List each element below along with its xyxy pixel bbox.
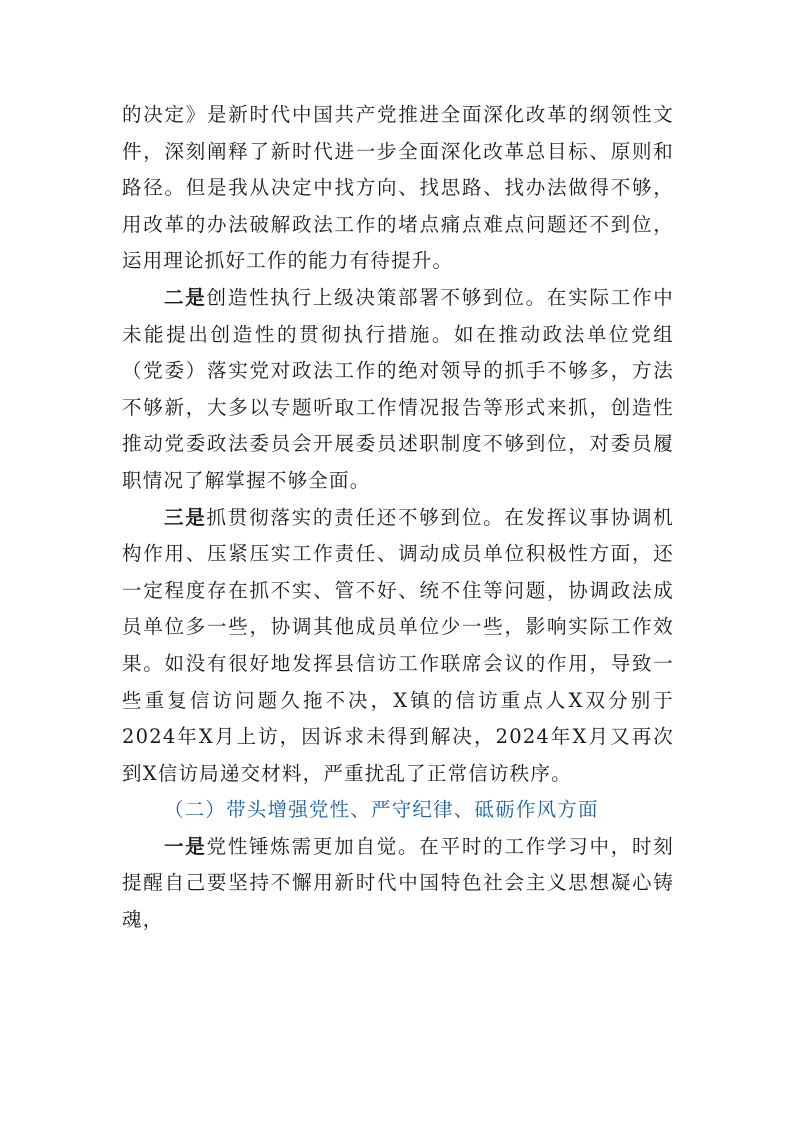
paragraph-4	[122, 829, 674, 939]
paragraph-3-lead: 三是	[164, 505, 207, 529]
paragraph-4-lead: 一是	[164, 834, 207, 858]
paragraph-4-text: 党性锤炼需更加自觉。在平时的工作学习中，时刻提醒自己要坚持不懈用新时代中国特色社会主义思想凝心铸魂，	[122, 834, 674, 932]
section-heading: （二）带头增强党性、严守纪律、砥砺作风方面	[164, 798, 599, 822]
paragraph-2	[122, 280, 674, 500]
paragraph-2-lead: 二是	[164, 285, 207, 309]
paragraph-1-text: 的决定》是新时代中国共产党推进全面深化改革的纲领性文件，深刻阐释了新时代进一步全面深化改革总目标、原则和路径。但是我从决定中找方向、找思路、找办法做得不够，用改革的办法破解政法工作的堵点痛点难点问题还不到位，运用理论抓好工作的能力有待提升。	[122, 103, 674, 273]
paragraph-3-text: 抓贯彻落实的责任还不够到位。在发挥议事协调机构作用、压紧压实工作责任、调动成员单位积极性方面，还一定程度存在抓不实、管不好、统不住等问题，协调政法成员单位多一些，协调其他成员单位少一些，影响实际工作效果。如没有很好地发挥县信访工作联席会议的作用，导致一些重复信访问题久拖不决，X镇的信访重点人X双分别于2024年X月上访，因诉求未得到解决，2024年X月又再次到X信访局递交材料，严重扰乱了正常信访秩序。	[122, 505, 674, 785]
paragraph-2-text: 创造性执行上级决策部署不够到位。在实际工作中未能提出创造性的贯彻执行措施。如在推动政法单位党组（党委）落实党对政法工作的绝对领导的抓手不够多，方法不够新，大多以专题听取工作情况报告等形式来抓，创造性推动党委政法委员会开展委员述职制度不够到位，对委员履职情况了解掌握不够全面。	[122, 285, 674, 492]
document-page	[122, 97, 674, 939]
paragraph-3	[122, 500, 674, 793]
paragraph-1	[122, 97, 674, 280]
